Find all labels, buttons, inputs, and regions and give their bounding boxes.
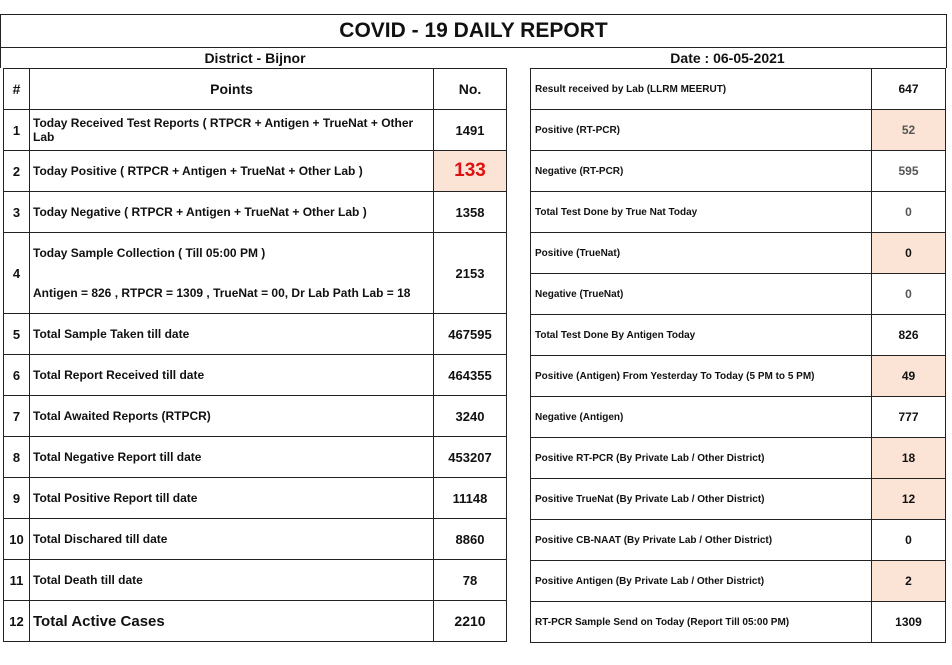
report-date: Date : 06-05-2021 [509, 48, 947, 68]
today-positive-value: 133 [434, 151, 507, 192]
table-row [531, 274, 946, 315]
row-value: 49 [872, 356, 946, 397]
row-label: RT-PCR Sample Send on Today (Report Till 05:00 PM) [531, 602, 872, 643]
table-row [4, 110, 507, 151]
row-index: 11 [4, 560, 30, 601]
row-index: 7 [4, 396, 30, 437]
row-value: 826 [872, 315, 946, 356]
row-label: Positive Antigen (By Private Lab / Other District) [531, 561, 872, 602]
table-row [531, 233, 946, 274]
district-label: District - Bijnor [0, 48, 509, 68]
row-label: Total Awaited Reports (RTPCR) [30, 396, 434, 437]
row-label: Total Death till date [30, 560, 434, 601]
row-value: 12 [872, 479, 946, 520]
row-value: 777 [872, 397, 946, 438]
row-index: 1 [4, 110, 30, 151]
row-value: 467595 [434, 314, 507, 355]
row-value: 0 [872, 520, 946, 561]
row-value: 0 [872, 233, 946, 274]
table-row [4, 560, 507, 601]
table-row [4, 519, 507, 560]
table-row [4, 601, 507, 642]
row-label: Total Sample Taken till date [30, 314, 434, 355]
row-value: 595 [872, 151, 946, 192]
row-value: 0 [872, 192, 946, 233]
row-value: 1358 [434, 192, 507, 233]
table-row [4, 151, 507, 192]
row-value: 0 [872, 274, 946, 315]
row-label: Positive CB-NAAT (By Private Lab / Other District) [531, 520, 872, 561]
row-label: Total Negative Report till date [30, 437, 434, 478]
table-row [4, 355, 507, 396]
row-label: Total Report Received till date [30, 355, 434, 396]
table-row [531, 110, 946, 151]
row-value: 647 [872, 69, 946, 110]
row-index: 10 [4, 519, 30, 560]
row-value: 453207 [434, 437, 507, 478]
row-index: 4 [4, 233, 30, 314]
table-row [4, 437, 507, 478]
row-label: Today Negative ( RTPCR + Antigen + TrueNat + Other Lab ) [30, 192, 434, 233]
table-row [531, 520, 946, 561]
row-label: Negative (RT-PCR) [531, 151, 872, 192]
table-row [531, 397, 946, 438]
row-label: Total Test Done by True Nat Today [531, 192, 872, 233]
table-row [4, 396, 507, 437]
row-label: Positive TrueNat (By Private Lab / Other District) [531, 479, 872, 520]
row-label: Negative (TrueNat) [531, 274, 872, 315]
row-index: 12 [4, 601, 30, 642]
row-value: 8860 [434, 519, 507, 560]
row-label: Total Active Cases [30, 601, 434, 642]
report-title: COVID - 19 DAILY REPORT [0, 14, 947, 48]
row-value: 18 [872, 438, 946, 479]
row-label: Result received by Lab (LLRM MEERUT) [531, 69, 872, 110]
row-label: Positive RT-PCR (By Private Lab / Other District) [531, 438, 872, 479]
row-label: Today Received Test Reports ( RTPCR + Antigen + TrueNat + Other Lab [30, 110, 434, 151]
row-index: 8 [4, 437, 30, 478]
table-row [531, 479, 946, 520]
row-index: 3 [4, 192, 30, 233]
index-header: # [4, 69, 30, 110]
row-label: Positive (Antigen) From Yesterday To Today (5 PM to 5 PM) [531, 356, 872, 397]
table-row [4, 192, 507, 233]
sample-breakdown: Antigen = 826 , RTPCR = 1309 , TrueNat = 00, Dr Lab Path Lab = 18 [33, 286, 411, 300]
row-value: 2153 [434, 233, 507, 314]
row-label: Positive (TrueNat) [531, 233, 872, 274]
row-value: 78 [434, 560, 507, 601]
row-value: 3240 [434, 396, 507, 437]
table-row [531, 438, 946, 479]
row-index: 5 [4, 314, 30, 355]
table-row [531, 356, 946, 397]
row-label: Today Sample Collection ( Till 05:00 PM ) [33, 246, 266, 260]
table-row [531, 602, 946, 643]
table-row [4, 233, 507, 314]
points-header: Points [30, 69, 434, 110]
row-value: 2210 [434, 601, 507, 642]
row-value: 464355 [434, 355, 507, 396]
table-row [531, 151, 946, 192]
table-row [531, 561, 946, 602]
row-label: Total Dischared till date [30, 519, 434, 560]
row-index: 6 [4, 355, 30, 396]
row-value: 52 [872, 110, 946, 151]
row-value: 1491 [434, 110, 507, 151]
lab-results-table [530, 68, 946, 643]
row-value: 2 [872, 561, 946, 602]
no-header: No. [434, 69, 507, 110]
row-index: 9 [4, 478, 30, 519]
row-label: Today Positive ( RTPCR + Antigen + TrueNat + Other Lab ) [30, 151, 434, 192]
table-row [4, 478, 507, 519]
row-value: 1309 [872, 602, 946, 643]
table-header-row [4, 69, 507, 110]
row-index: 2 [4, 151, 30, 192]
table-row [531, 192, 946, 233]
row-label: Total Positive Report till date [30, 478, 434, 519]
table-row [531, 315, 946, 356]
row-label: Total Test Done By Antigen Today [531, 315, 872, 356]
summary-table [3, 68, 507, 642]
row-value: 11148 [434, 478, 507, 519]
row-label: Positive (RT-PCR) [531, 110, 872, 151]
table-row [531, 69, 946, 110]
row-label: Negative (Antigen) [531, 397, 872, 438]
table-row [4, 314, 507, 355]
sample-collection-cell [30, 233, 434, 314]
